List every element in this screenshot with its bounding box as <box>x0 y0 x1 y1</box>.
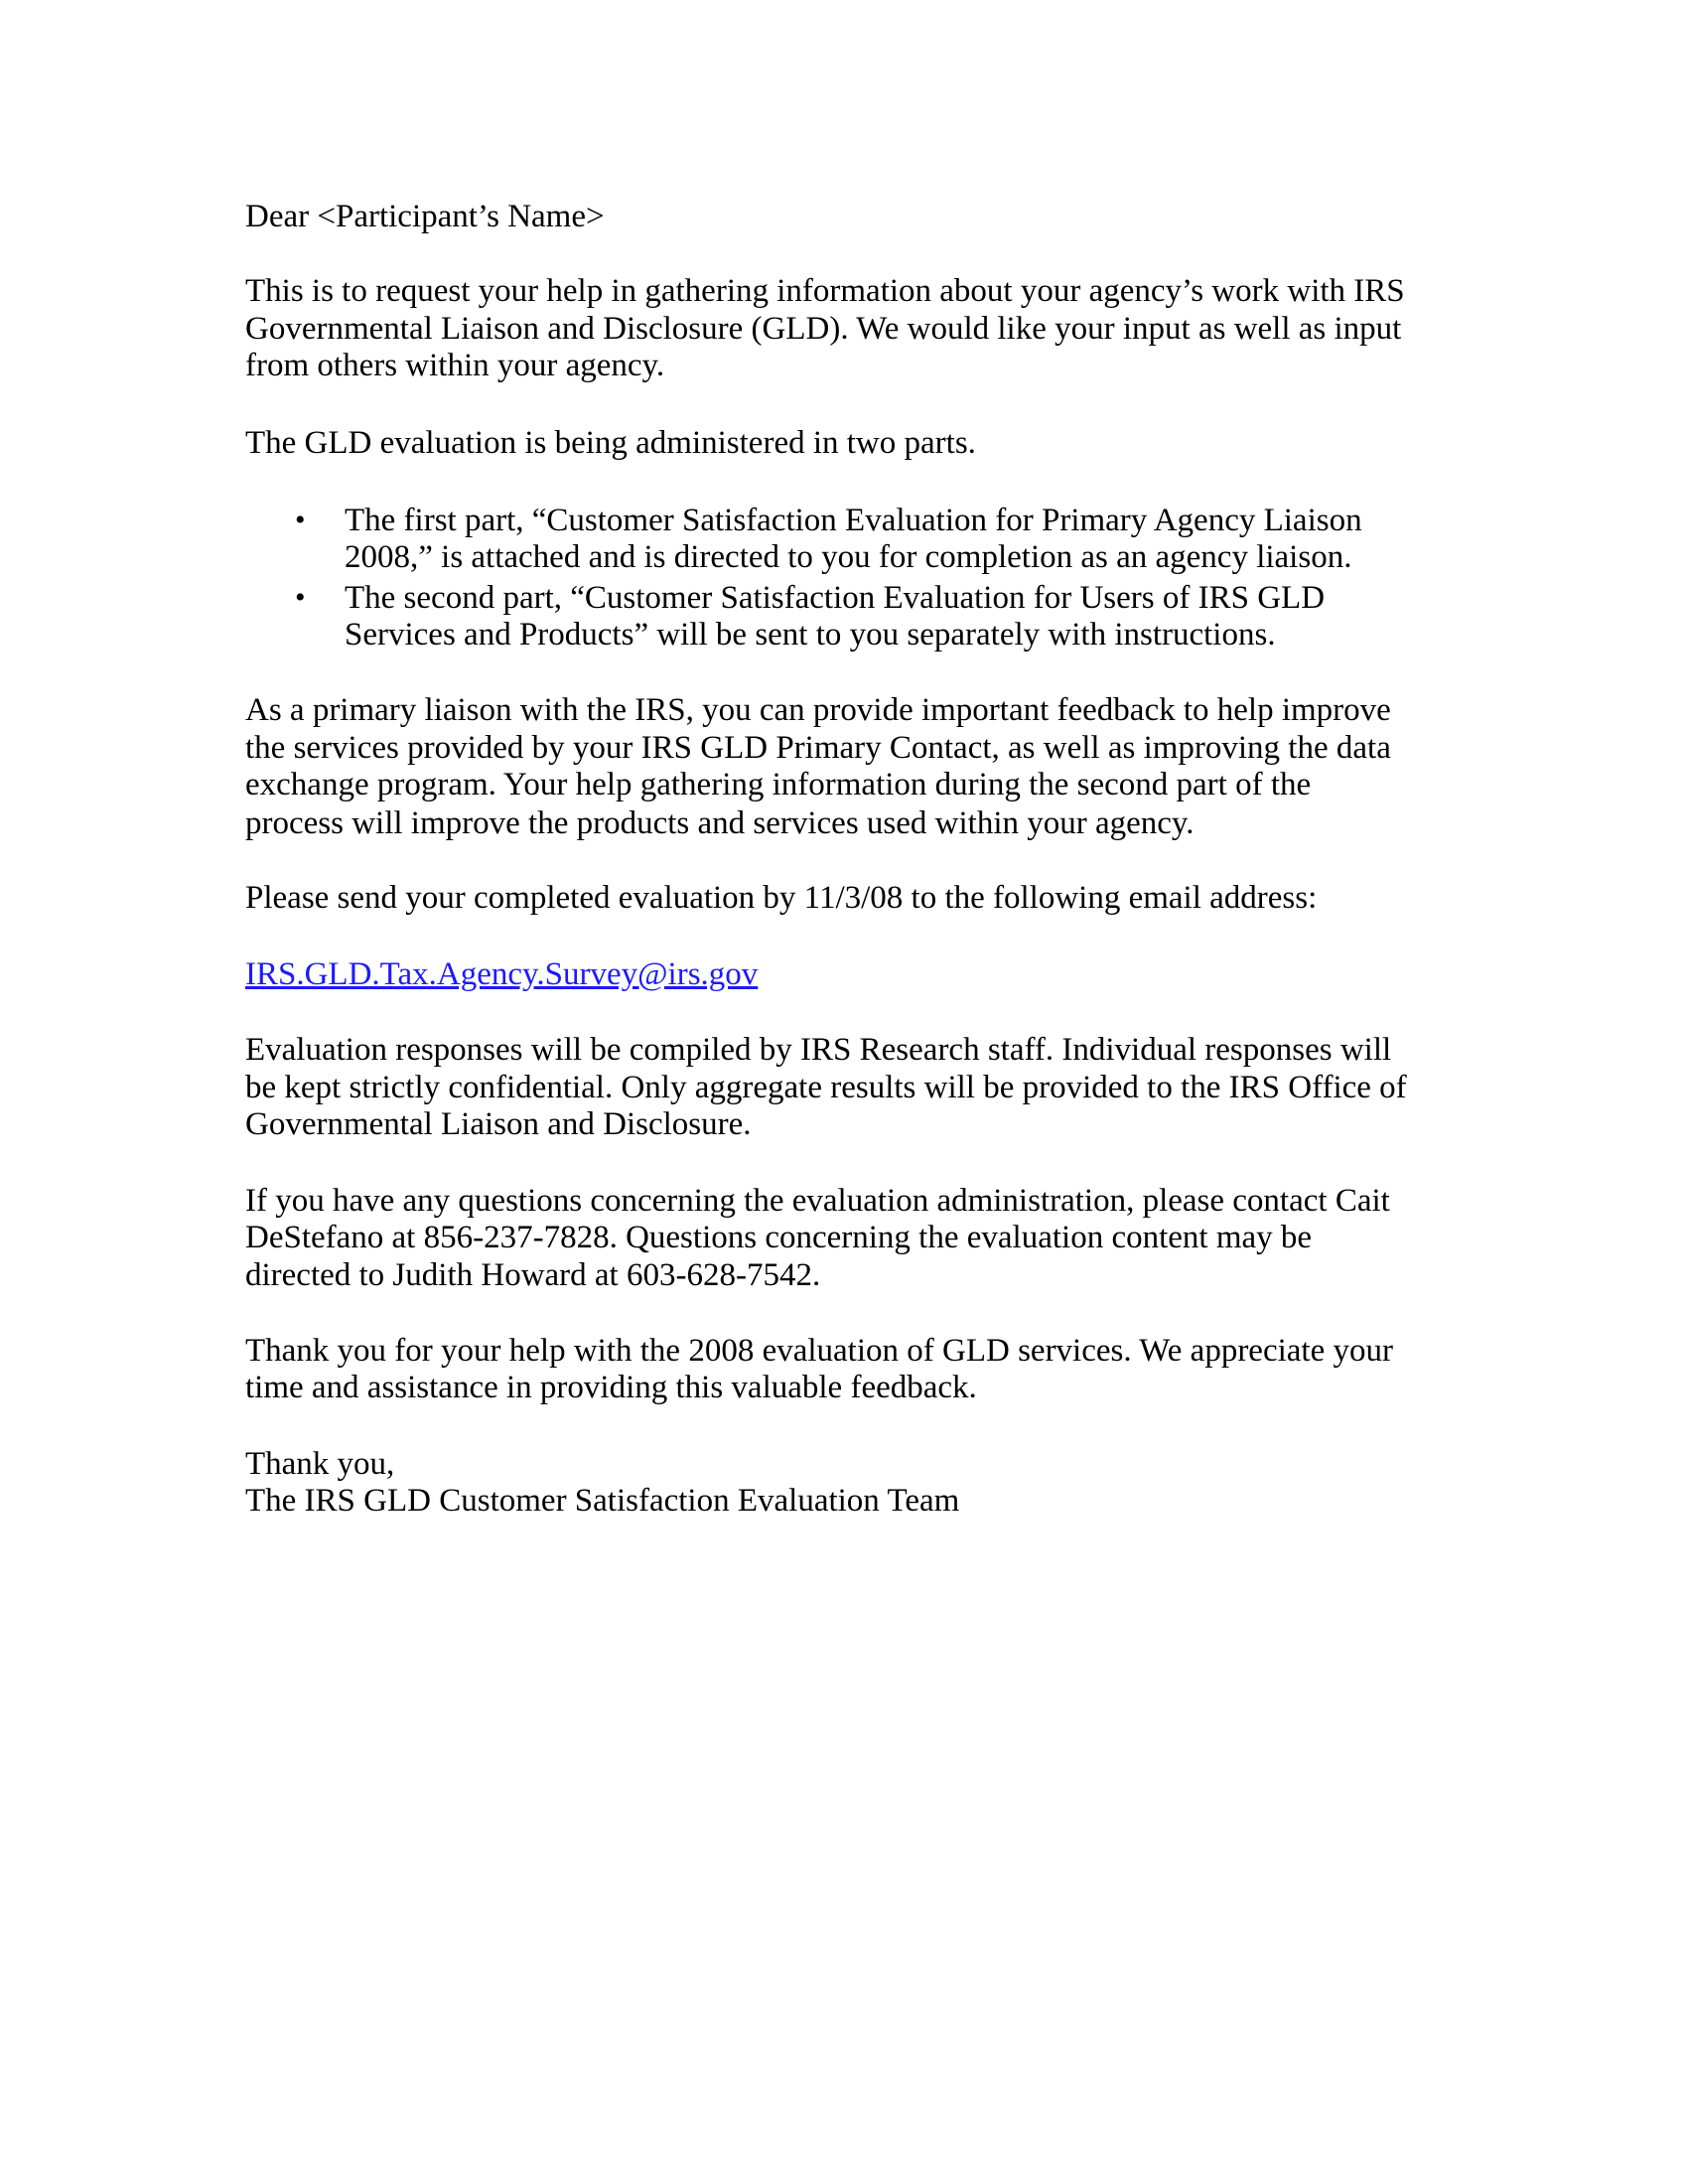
parts-intro: The GLD evaluation is being administered in two parts. <box>245 425 976 461</box>
salutation: Dear <Participant’s Name> <box>245 199 605 234</box>
liaison-line: process will improve the products and services used within your agency. <box>245 805 1195 841</box>
contact-line: DeStefano at 856-237-7828. Questions concerning the evaluation content may be <box>245 1220 1313 1255</box>
bullet-icon: • <box>295 581 306 614</box>
bullet-line: The first part, “Customer Satisfaction Evaluation for Primary Agency Liaison <box>345 503 1362 538</box>
contact-line: directed to Judith Howard at 603-628-7542. <box>245 1257 821 1293</box>
email-link[interactable]: IRS.GLD.Tax.Agency.Survey@irs.gov <box>245 956 759 992</box>
bullet-icon: • <box>295 504 306 536</box>
signature: The IRS GLD Customer Satisfaction Evaluation Team <box>245 1483 960 1519</box>
intro-line: Governmental Liaison and Disclosure (GLD). We would like your input as well as input <box>245 311 1402 347</box>
bullet-line: The second part, “Customer Satisfaction Evaluation for Users of IRS GLD <box>345 580 1326 616</box>
contact-line: If you have any questions concerning the evaluation administration, please contact Cait <box>245 1183 1390 1219</box>
liaison-line: the services provided by your IRS GLD Primary Contact, as well as improving the data <box>245 730 1391 766</box>
confidential-line: Evaluation responses will be compiled by IRS Research staff. Individual responses will <box>245 1032 1392 1068</box>
send-instruction: Please send your completed evaluation by 11/3/08 to the following email address: <box>245 880 1318 916</box>
bullet-line: Services and Products” will be sent to you separately with instructions. <box>345 617 1276 653</box>
intro-line: This is to request your help in gathering information about your agency’s work with IRS <box>245 273 1405 309</box>
liaison-line: exchange program. Your help gathering information during the second part of the <box>245 767 1312 802</box>
thanks-line: Thank you for your help with the 2008 evaluation of GLD services. We appreciate your <box>245 1333 1393 1369</box>
closing: Thank you, <box>245 1446 395 1482</box>
confidential-line: Governmental Liaison and Disclosure. <box>245 1106 752 1142</box>
liaison-line: As a primary liaison with the IRS, you can provide important feedback to help improve <box>245 692 1391 728</box>
thanks-line: time and assistance in providing this valuable feedback. <box>245 1370 977 1405</box>
intro-line: from others within your agency. <box>245 348 665 383</box>
bullet-line: 2008,” is attached and is directed to you for completion as an agency liaison. <box>345 539 1352 575</box>
confidential-line: be kept strictly confidential. Only aggregate results will be provided to the IRS Office of <box>245 1070 1407 1105</box>
